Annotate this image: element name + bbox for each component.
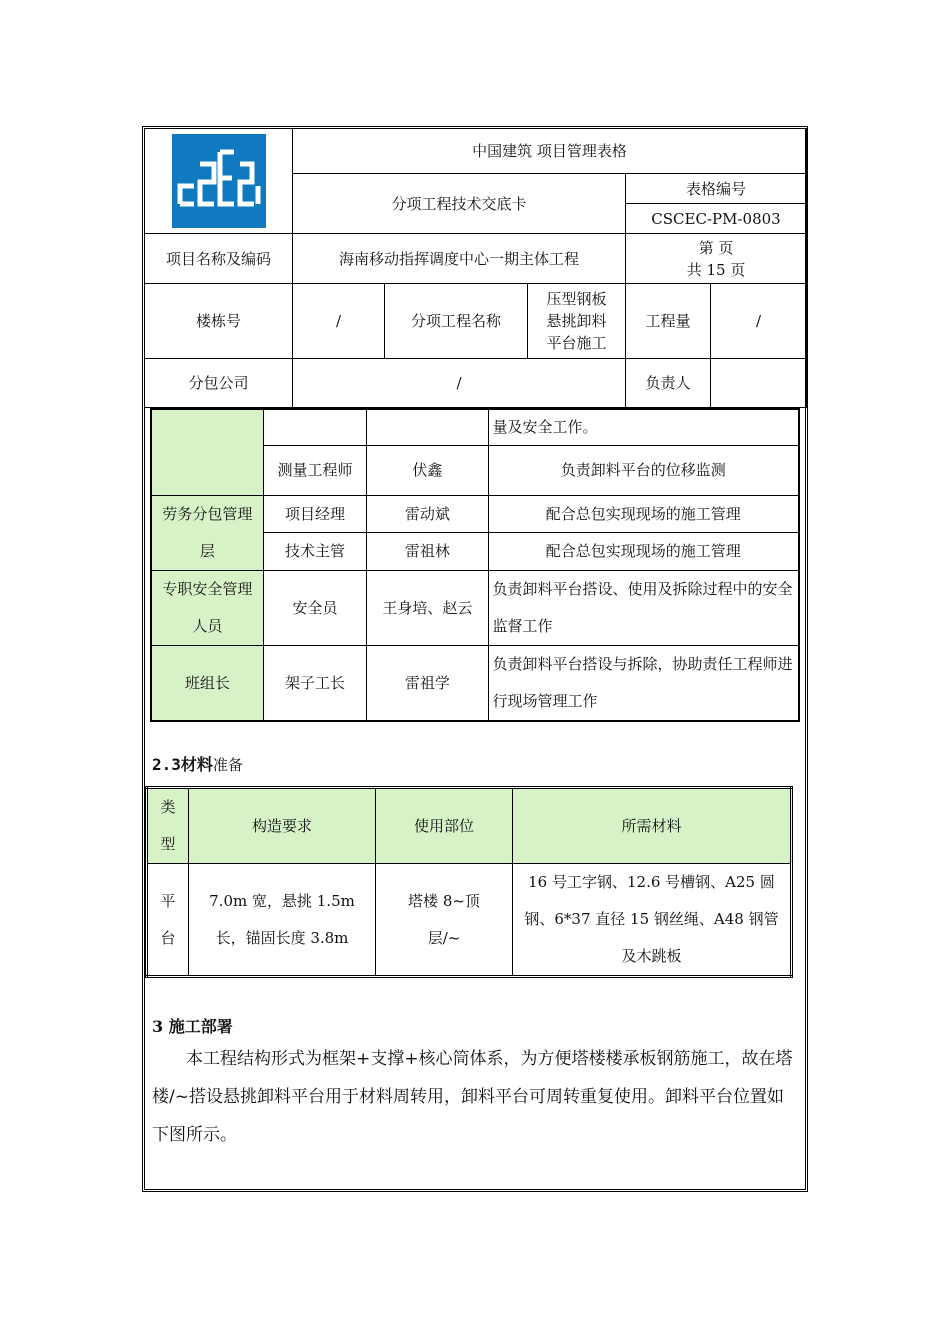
staff-group-cell (151, 409, 263, 495)
staff-role: 项目经理 (263, 495, 366, 533)
page-total: 共 15 页 (686, 260, 746, 279)
project-label: 项目名称及编码 (145, 234, 293, 284)
staff-name (367, 409, 488, 445)
staff-role: 架子工长 (263, 645, 366, 721)
form-title: 分项工程技术交底卡 (293, 174, 626, 234)
staff-role (263, 409, 366, 445)
materials-list: 16 号工字钢、12.6 号槽钢、A25 圆钢、6*37 直径 15 钢丝绳、A48 钢管及木跳板 (513, 864, 792, 977)
quantity-value: / (711, 284, 807, 359)
materials-heading-rest: 准备 (212, 756, 243, 774)
page-info (626, 234, 807, 284)
materials-heading-num: 2.3 (152, 755, 181, 774)
staff-duty: 配合总包实现现场的施工管理 (488, 533, 799, 571)
subcontractor-value: / (293, 359, 626, 408)
section3-paragraph: 本工程结构形式为框架+支撑+核心筒体系，为方便塔楼楼承板钢筋施工，故在塔楼/~搭设悬挑卸料平台用于材料周转用，卸料平台可周转重复使用。卸料平台位置如下图所示。 (152, 1049, 793, 1145)
materials-table (145, 786, 793, 978)
building-value: / (293, 284, 385, 359)
staff-role: 技术主管 (263, 533, 366, 571)
materials-requirement: 7.0m 宽，悬挑 1.5m 长，锚固长度 3.8m (189, 864, 376, 977)
staff-duty: 负责卸料平台的位移监测 (488, 445, 799, 495)
cscec-logo (172, 134, 266, 228)
responsible-value (711, 359, 807, 408)
staff-group-cell: 专职安全管理人员 (151, 570, 263, 645)
subitem-value: 压型钢板悬挑卸料平台施工 (528, 284, 626, 359)
staff-name: 雷动斌 (367, 495, 488, 533)
responsible-label: 负责人 (626, 359, 711, 408)
building-label: 楼栋号 (145, 284, 293, 359)
staff-duty: 量及安全工作。 (488, 409, 799, 445)
staff-role: 安全员 (263, 570, 366, 645)
staff-duty: 负责卸料平台搭设、使用及拆除过程中的安全监督工作 (488, 570, 799, 645)
form-no-label: 表格编号 (626, 174, 807, 204)
page-number: 第 页 (698, 238, 734, 257)
subcontractor-label: 分包公司 (145, 359, 293, 408)
staff-name: 伏鑫 (367, 445, 488, 495)
project-name: 海南移动指挥调度中心一期主体工程 (293, 234, 626, 284)
staff-name: 王身培、赵云 (367, 570, 488, 645)
materials-col-requirement: 构造要求 (189, 788, 376, 864)
materials-type: 平台 (147, 864, 189, 977)
staff-name: 雷祖林 (367, 533, 488, 571)
materials-col-type: 类型 (147, 788, 189, 864)
staff-group-cell: 班组长 (151, 645, 263, 721)
staff-group-cell: 劳务分包管理层 (151, 495, 263, 570)
staff-name: 雷祖学 (367, 645, 488, 721)
header-table (144, 128, 807, 408)
materials-heading (152, 752, 243, 775)
subitem-label: 分项工程名称 (385, 284, 528, 359)
materials-col-materials: 所需材料 (513, 788, 792, 864)
materials-heading-bold: 材料 (180, 755, 213, 774)
staff-role: 测量工程师 (263, 445, 366, 495)
org-title: 中国建筑 项目管理表格 (293, 129, 807, 174)
section3-heading: 3 施工部署 (152, 1017, 233, 1036)
cscec-logo-icon (172, 134, 266, 228)
staff-table (150, 408, 800, 722)
materials-col-location: 使用部位 (376, 788, 513, 864)
form-no: CSCEC-PM-0803 (626, 204, 807, 234)
staff-duty: 负责卸料平台搭设与拆除，协助责任工程师进行现场管理工作 (488, 645, 799, 721)
logo-cell (145, 129, 293, 234)
materials-location: 塔楼 8~顶层/~ (376, 864, 513, 977)
quantity-label: 工程量 (626, 284, 711, 359)
staff-duty: 配合总包实现现场的施工管理 (488, 495, 799, 533)
